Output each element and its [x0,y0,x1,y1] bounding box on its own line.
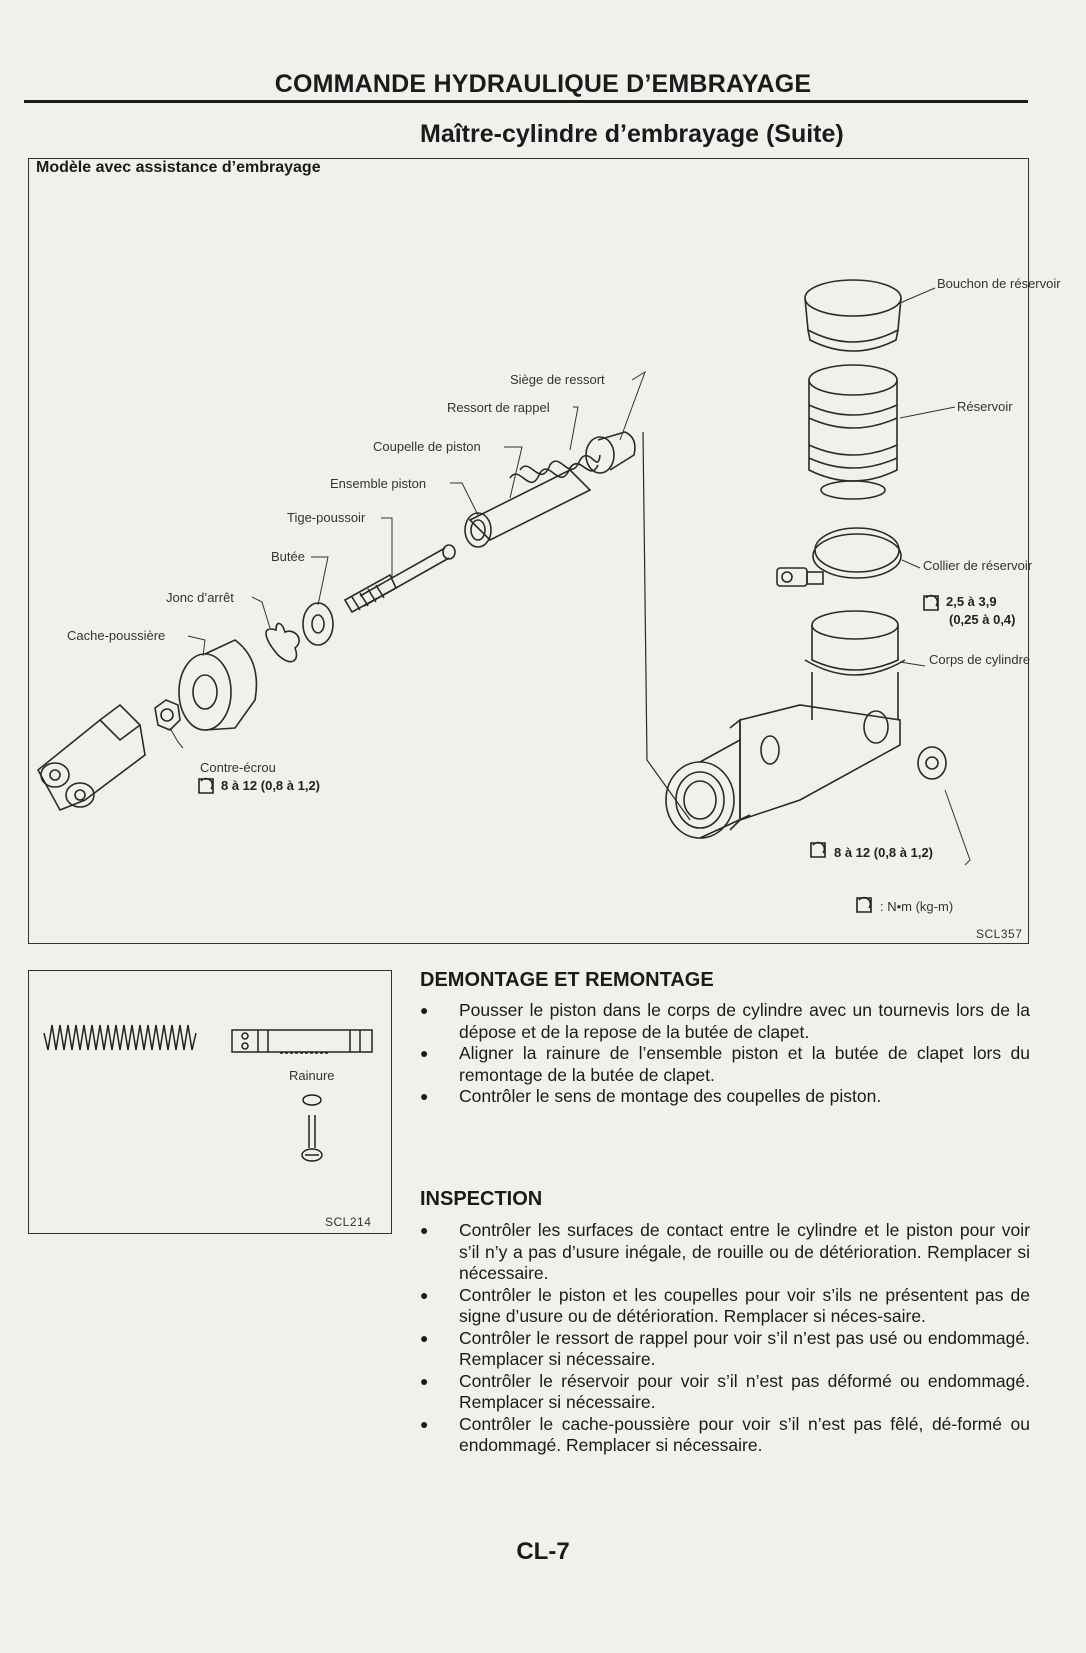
demontage-list [420,1000,1030,1108]
figure-caption: Modèle avec assistance d’embrayage [36,159,321,176]
label-collier: Collier de réservoir [923,558,1033,573]
spring-drawing [44,1025,196,1050]
list-item: ● Contrôler les surfaces de contact entre le cylindre et le piston pour voir s’il n’y a pas d’usure inégale, de rouille ou de détérioration. Remplacer si nécessaire. [420,1220,1030,1285]
label-jonc: Jonc d’arrêt [166,590,234,605]
label-body-torque: 8 à 12 (0,8 à 1,2) [834,845,934,860]
list-item: ● Pousser le piston dans le corps de cylindre avec un tournevis lors de la dépose et de la repose de la butée de clapet. [420,1000,1030,1043]
label-contre-ecrou: Contre-écrou [200,760,276,775]
page-number: CL-7 [516,1538,570,1565]
label-bouchon: Bouchon de réservoir [937,276,1061,291]
list-item: ● Contrôler le sens de montage des coupelles de piston. [420,1086,1030,1108]
valve-stop-washer-drawing [303,1095,321,1105]
label-siege: Siège de ressort [510,372,605,387]
list-item: ● Contrôler le piston et les coupelles pour voir s’ils ne présentent pas de signe d’usure ou de détérioration. Remplacer si néces-saire. [420,1285,1030,1328]
page-subtitle: Maître-cylindre d’embrayage (Suite) [420,120,844,148]
label-tige: Tige-poussoir [287,510,366,525]
inspection-title: INSPECTION [420,1188,543,1210]
list-item: ● Contrôler le ressort de rappel pour voir s’il n’est pas usé ou endommagé. Remplacer si nécessaire. [420,1328,1030,1371]
valve-stop-drawing [309,1115,315,1148]
label-rainure: Rainure [289,1068,335,1083]
list-item: ● Contrôler le réservoir pour voir s’il n’est pas déformé ou endommagé. Remplacer si nécessaire. [420,1371,1030,1414]
legend-unit: : N•m (kg-m) [880,899,954,914]
figure-code: SCL357 [976,927,1023,941]
label-corps: Corps de cylindre [929,652,1031,667]
list-item: ● Aligner la rainure de l’ensemble piston et la butée de clapet lors du remontage de la butée de clapet. [420,1043,1030,1086]
label-ressort: Ressort de rappel [447,400,550,415]
label-butee: Butée [271,549,305,564]
label-collier-torque-kgm: (0,25 à 0,4) [949,612,1016,627]
label-coupelle: Coupelle de piston [373,439,481,454]
list-item: ● Contrôler le cache-poussière pour voir s’il n’est pas fêlé, dé-formé ou endommagé. Remplacer si nécessaire. [420,1414,1030,1457]
label-reservoir: Réservoir [957,399,1013,414]
section-title: COMMANDE HYDRAULIQUE D’EMBRAYAGE [274,70,812,98]
figure2-code: SCL214 [325,1215,372,1229]
inspection-list [420,1220,1030,1457]
demontage-title: DEMONTAGE ET REMONTAGE [420,969,714,991]
label-ensemble: Ensemble piston [330,476,427,491]
label-collier-torque: 2,5 à 3,9 [946,594,997,609]
label-cache: Cache-poussière [67,628,166,643]
label-contre-ecrou-torque: 8 à 12 (0,8 à 1,2) [221,778,321,793]
piston-drawing [232,1030,372,1052]
